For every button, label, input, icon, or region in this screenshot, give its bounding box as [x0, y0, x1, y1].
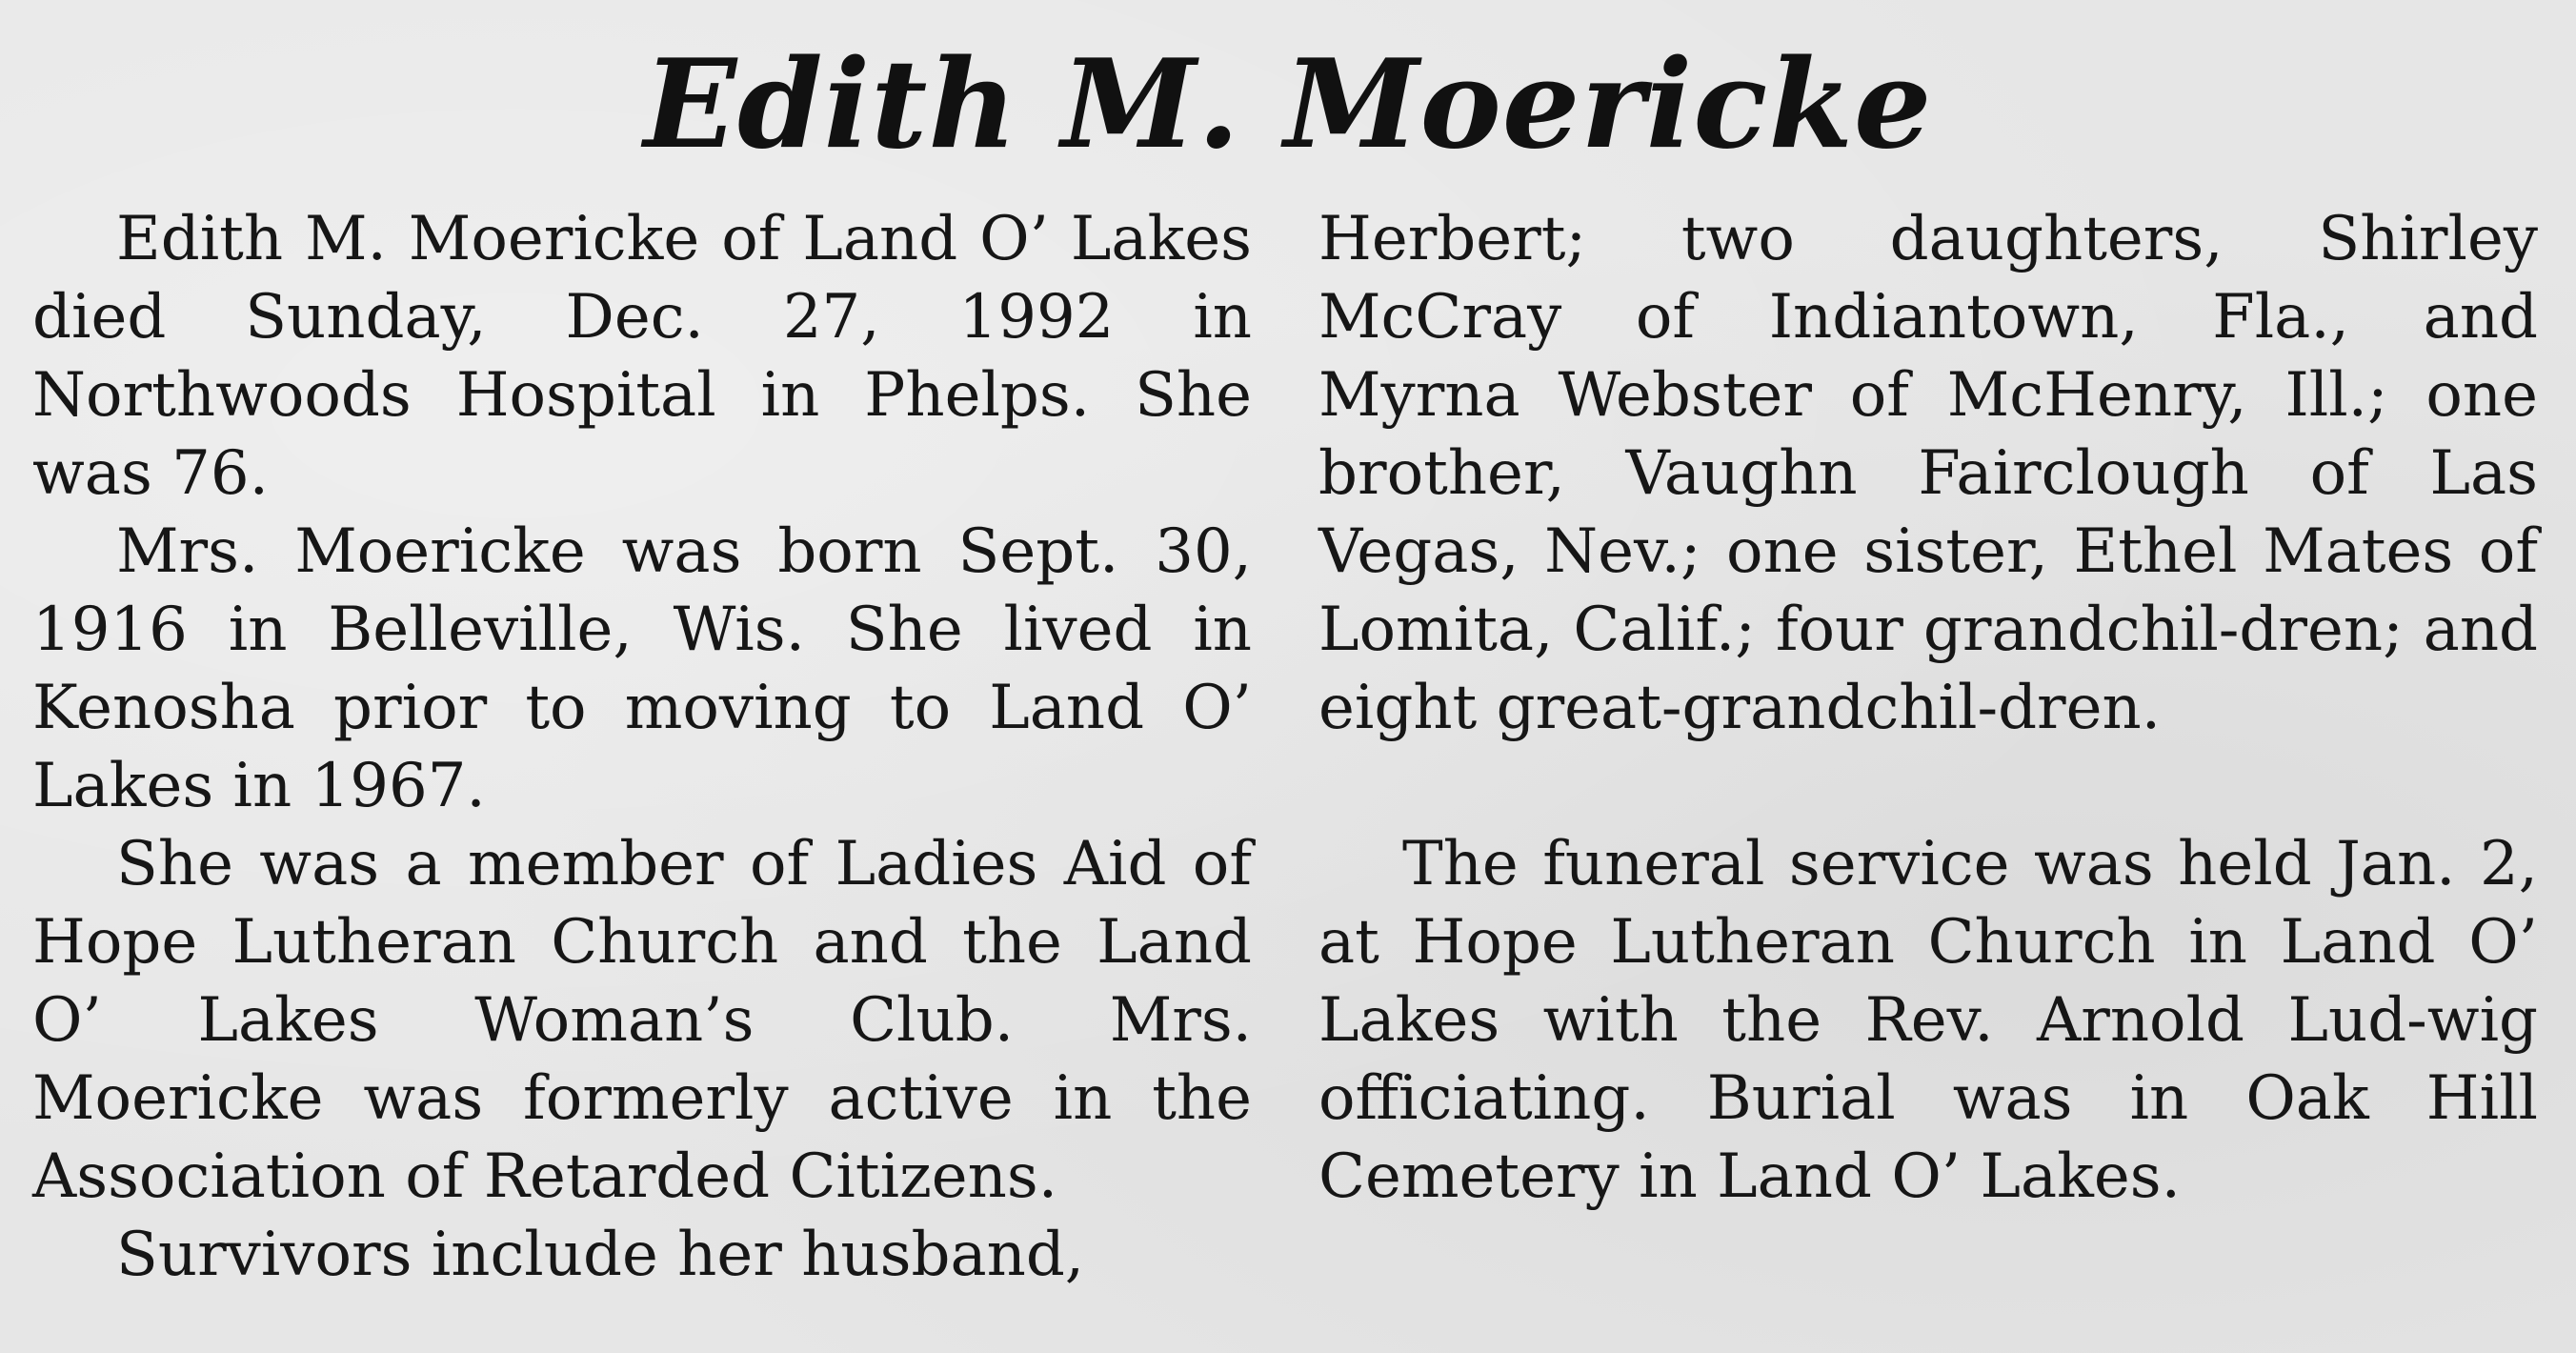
obituary-headline: Edith M. Moericke	[643, 33, 1933, 176]
right-column	[1318, 200, 2538, 1216]
paragraph-memberships: She was a member of Ladies Aid of Hope Lutheran Church and the Land O’ Lakes Woman’s Club. Mrs. Moericke was formerly active in the Association of Retarded Citizens.	[32, 829, 1252, 1212]
paragraph-birth: Mrs. Moericke was born Sept. 30, 1916 in Belleville, Wis. She lived in Kenosha prior to moving to Land O’ Lakes in 1967.	[32, 516, 1252, 821]
left-column	[32, 200, 1252, 1294]
paragraph-survivors-continued: Herbert; two daughters, Shirley McCray of Indiantown, Fla., and Myrna Webster of McHenry, Ill.; one brother, Vaughn Fairclough of Las Vegas, Nev.; one sister, Ethel Mates of Lomita, Calif.; four grandchil-dren; and eight great-grandchil-dren.	[1318, 204, 2538, 743]
paragraph-death-notice: Edith M. Moericke of Land O’ Lakes died Sunday, Dec. 27, 1992 in Northwoods Hospital in Phelps. She was 76.	[32, 204, 1252, 509]
paragraph-funeral-service: The funeral service was held Jan. 2, at Hope Lutheran Church in Land O’ Lakes with the Rev. Arnold Lud-wig officiating. Burial was in Oak Hill Cemetery in Land O’ Lakes.	[1318, 829, 2538, 1212]
paragraph-survivors-start: Survivors include her husband,	[116, 1220, 1085, 1290]
